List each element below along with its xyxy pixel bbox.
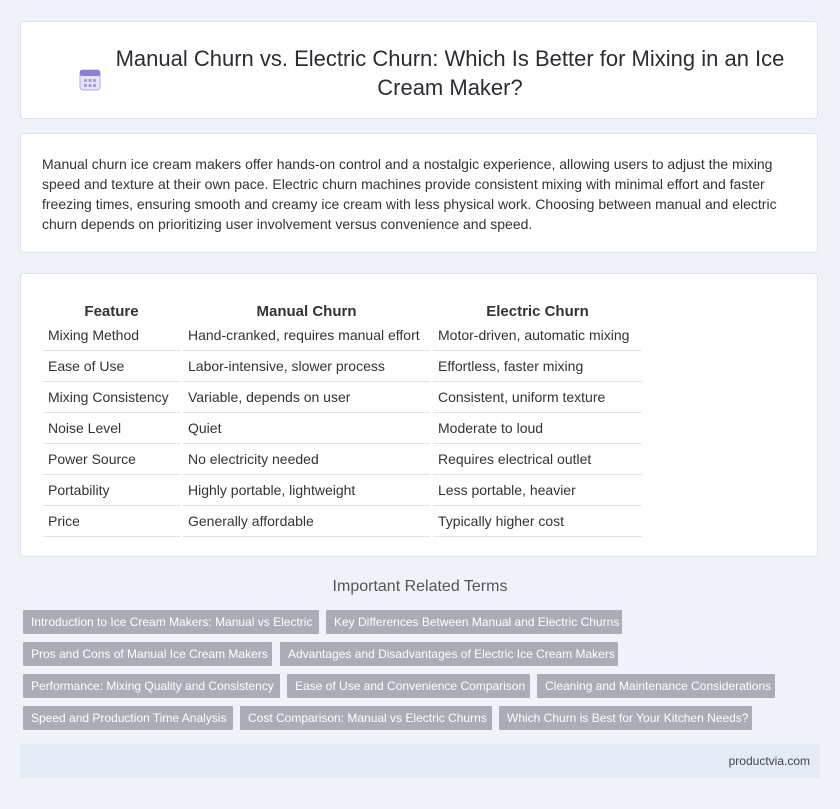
cell-feature: Price: [43, 506, 180, 537]
cell-feature: Power Source: [43, 444, 180, 475]
cell-manual: Variable, depends on user: [183, 382, 430, 413]
cell-feature: Noise Level: [43, 413, 180, 444]
cell-manual: No electricity needed: [183, 444, 430, 475]
table-row: [43, 506, 642, 537]
related-tag[interactable]: Pros and Cons of Manual Ice Cream Makers: [23, 642, 272, 666]
related-tag[interactable]: Advantages and Disadvantages of Electric Ice Cream Makers: [280, 642, 618, 666]
related-tag[interactable]: Speed and Production Time Analysis: [23, 706, 233, 730]
comparison-card: [20, 273, 818, 557]
cell-electric: Less portable, heavier: [433, 475, 642, 506]
cell-feature: Mixing Method: [43, 320, 180, 351]
related-tag[interactable]: Introduction to Ice Cream Makers: Manual vs Electric: [23, 610, 319, 634]
table-row: [43, 351, 642, 382]
cell-electric: Motor-driven, automatic mixing: [433, 320, 642, 351]
cell-electric: Consistent, uniform texture: [433, 382, 642, 413]
cell-feature: Portability: [43, 475, 180, 506]
comparison-table: [43, 294, 642, 537]
related-tag[interactable]: Ease of Use and Convenience Comparison: [287, 674, 530, 698]
cell-feature: Mixing Consistency: [43, 382, 180, 413]
table-row: [43, 475, 642, 506]
cell-manual: Hand-cranked, requires manual effort: [183, 320, 430, 351]
header-electric: Electric Churn: [486, 303, 589, 320]
footer: [20, 744, 820, 778]
table-header-row: [43, 294, 642, 320]
cell-electric: Effortless, faster mixing: [433, 351, 642, 382]
related-tag[interactable]: Cleaning and Maintenance Considerations: [537, 674, 775, 698]
footer-site-link[interactable]: productvia.com: [728, 754, 810, 768]
intro-card: [20, 133, 818, 253]
table-row: [43, 413, 642, 444]
table-row: [43, 320, 642, 351]
related-tag[interactable]: Key Differences Between Manual and Electric Churns: [326, 610, 622, 634]
header-manual: Manual Churn: [256, 303, 357, 320]
related-tag[interactable]: Cost Comparison: Manual vs Electric Churns: [240, 706, 492, 730]
related-tag[interactable]: Performance: Mixing Quality and Consistency: [23, 674, 280, 698]
table-row: [43, 382, 642, 413]
cell-electric: Typically higher cost: [433, 506, 642, 537]
table-row: [43, 444, 642, 475]
page-title: Manual Churn vs. Electric Churn: Which Is Better for Mixing in an Ice Cream Maker?: [115, 46, 785, 100]
cell-electric: Moderate to loud: [433, 413, 642, 444]
cell-electric: Requires electrical outlet: [433, 444, 642, 475]
header-feature: Feature: [84, 303, 139, 320]
cell-manual: Labor-intensive, slower process: [183, 351, 430, 382]
intro-paragraph: Manual churn ice cream makers offer hands-on control and a nostalgic experience, allowing users to adjust the mixing speed and texture at their own pace. Electric churn machines provide consistent mixing with minimal effort and faster freezing times, ensuring smooth and creamy ice cream with less physical work. Choosing between manual and electric churn depends on prioritizing user involvement versus convenience and speed.: [42, 156, 777, 232]
related-tag[interactable]: Which Churn is Best for Your Kitchen Needs?: [499, 706, 752, 730]
cell-feature: Ease of Use: [43, 351, 180, 382]
cell-manual: Generally affordable: [183, 506, 430, 537]
cell-manual: Highly portable, lightweight: [183, 475, 430, 506]
related-terms-heading: Important Related Terms: [332, 578, 508, 595]
cell-manual: Quiet: [183, 413, 430, 444]
calendar-icon: [79, 67, 101, 91]
